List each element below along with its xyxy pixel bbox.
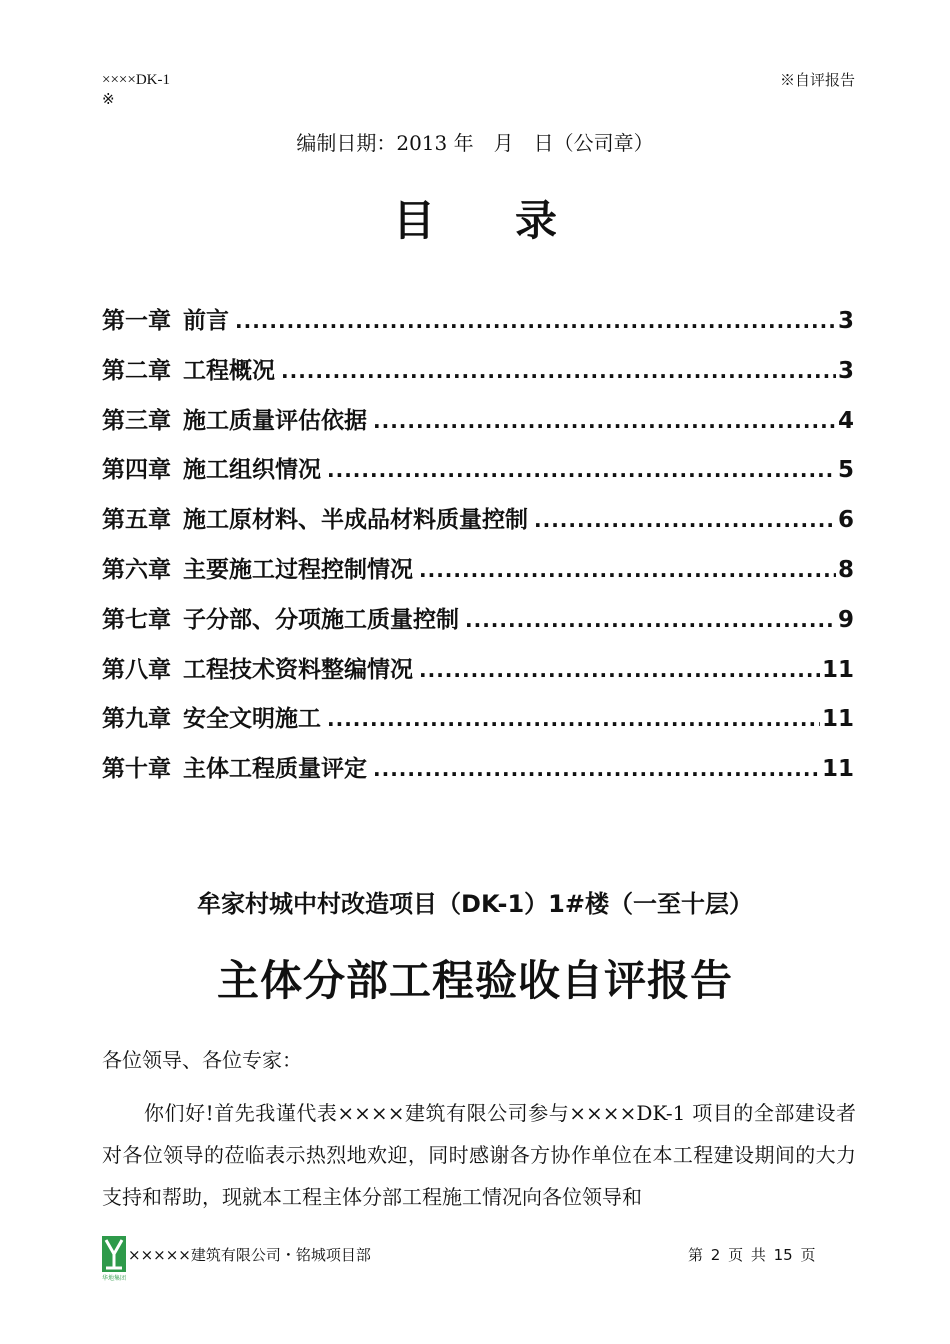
toc-leader-dots <box>419 558 836 582</box>
toc-leader-dots <box>534 508 836 532</box>
report-title: 主体分部工程验收自评报告 <box>216 956 733 1005</box>
toc-chapter: 第三章 <box>102 407 171 434</box>
toc-chapter: 第九章 <box>102 706 171 733</box>
header-mark: ※ <box>102 92 115 108</box>
logo-caption: 华地集团 <box>102 1275 126 1282</box>
toc-chapter-name: 安全文明施工 <box>183 706 321 733</box>
toc-leader-dots <box>419 658 820 682</box>
toc-page-number: 11 <box>821 756 854 783</box>
toc-chapter-name: 施工质量评估依据 <box>183 407 367 434</box>
toc-leader-dots <box>235 309 836 333</box>
toc-leader-dots <box>373 409 836 433</box>
toc-chapter-name: 前言 <box>183 308 229 334</box>
toc-chapter-name: 主体工程质量评定 <box>183 756 367 783</box>
toc-chapter-name: 工程概况 <box>183 357 275 384</box>
toc-chapter: 第七章 <box>102 606 171 633</box>
toc-leader-dots <box>373 757 820 781</box>
toc-page-number: 11 <box>821 656 854 683</box>
toc-page-number: 5 <box>837 457 854 484</box>
toc-chapter: 第六章 <box>102 556 171 583</box>
toc-chapter: 第五章 <box>102 507 171 534</box>
toc-chapter-name: 施工原材料、半成品材料质量控制 <box>183 507 528 534</box>
toc-chapter: 第一章 <box>102 308 171 334</box>
toc-leader-dots <box>327 458 836 482</box>
toc-page-number: 9 <box>837 606 854 633</box>
company-logo-icon <box>102 1236 126 1282</box>
toc-entry[interactable] <box>102 700 854 750</box>
header-left <box>102 70 170 110</box>
toc-entry[interactable] <box>102 352 854 402</box>
toc-chapter: 第八章 <box>102 656 171 683</box>
toc-page-number: 8 <box>837 556 854 583</box>
toc-entry[interactable] <box>102 451 854 501</box>
toc-title: 目录 <box>392 196 637 245</box>
header-right: ※自评报告 <box>779 71 855 89</box>
toc-chapter-name: 施工组织情况 <box>183 457 321 484</box>
table-of-contents <box>102 302 854 800</box>
header-doc-code: ××××DK-1 <box>102 72 170 88</box>
toc-entry[interactable] <box>102 601 854 651</box>
toc-leader-dots <box>465 608 836 632</box>
toc-page-number: 4 <box>837 407 854 434</box>
toc-leader-dots <box>327 707 820 731</box>
greeting: 各位领导、各位专家： <box>102 1048 302 1072</box>
toc-leader-dots <box>281 359 836 383</box>
footer-page-info: 第 2 页 共 15 页 <box>688 1246 816 1264</box>
toc-chapter-name: 子分部、分项施工质量控制 <box>183 606 459 633</box>
toc-chapter-name: 工程技术资料整编情况 <box>183 656 413 683</box>
body-text <box>102 1092 856 1218</box>
toc-chapter: 第二章 <box>102 357 171 384</box>
toc-entry[interactable] <box>102 402 854 452</box>
compile-date-line: 编制日期：2013 年 月 日（公司章） <box>296 131 654 155</box>
toc-chapter: 第十章 <box>102 756 171 783</box>
toc-entry[interactable] <box>102 501 854 551</box>
toc-entry[interactable] <box>102 651 854 701</box>
body-paragraph: 你们好!首先我谨代表××××建筑有限公司参与××××DK-1 项目的全部建设者对各位领导的莅临表示热烈地欢迎，同时感谢各方协作单位在本工程建设期间的大力支持和帮助，现就本工程主体分部工程施工情况向各位领导和 <box>102 1101 856 1209</box>
toc-page-number: 6 <box>837 507 854 534</box>
toc-chapter-name: 主要施工过程控制情况 <box>183 556 413 583</box>
report-subtitle: 牟家村城中村改造项目（DK-1）1#楼（一至十层） <box>197 890 753 918</box>
toc-entry[interactable] <box>102 750 854 800</box>
toc-page-number: 3 <box>837 308 854 334</box>
footer-company: ×××××建筑有限公司・铭城项目部 <box>128 1246 371 1264</box>
toc-chapter: 第四章 <box>102 457 171 484</box>
toc-entry[interactable] <box>102 302 854 352</box>
toc-entry[interactable] <box>102 551 854 601</box>
toc-page-number: 3 <box>837 357 854 384</box>
toc-page-number: 11 <box>821 706 854 733</box>
